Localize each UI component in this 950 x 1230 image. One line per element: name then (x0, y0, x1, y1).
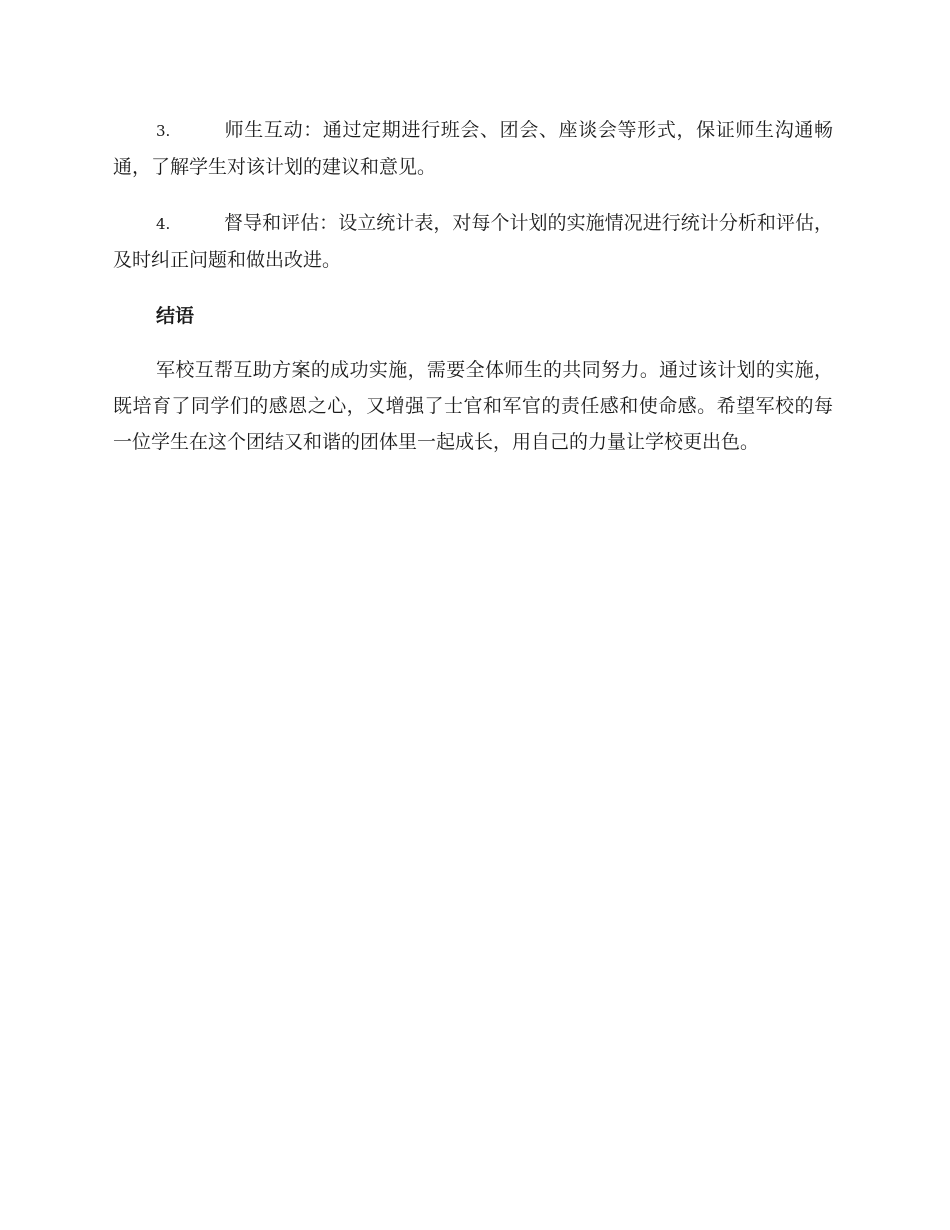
conclusion-heading: 结语 (156, 305, 195, 327)
list-number: 4. (156, 215, 171, 233)
list-item-text: 师生互动：通过定期进行班会、团会、座谈会等形式，保证师生沟通畅通，了解学生对该计划的建议和意见。 (113, 119, 833, 178)
list-item-3 (113, 112, 833, 185)
document-body (113, 112, 833, 460)
list-number: 3. (156, 122, 171, 140)
conclusion-paragraph: 军校互帮互助方案的成功实施，需要全体师生的共同努力。通过该计划的实施，既培育了同学们的感恩之心，又增强了士官和军官的责任感和使命感。希望军校的每一位学生在这个团结又和谐的团体里一起成长，用自己的力量让学校更出色。 (113, 359, 833, 453)
list-item-text: 督导和评估：设立统计表，对每个计划的实施情况进行统计分析和评估，及时纠正问题和做出改进。 (113, 212, 833, 271)
list-item-4 (113, 205, 833, 278)
